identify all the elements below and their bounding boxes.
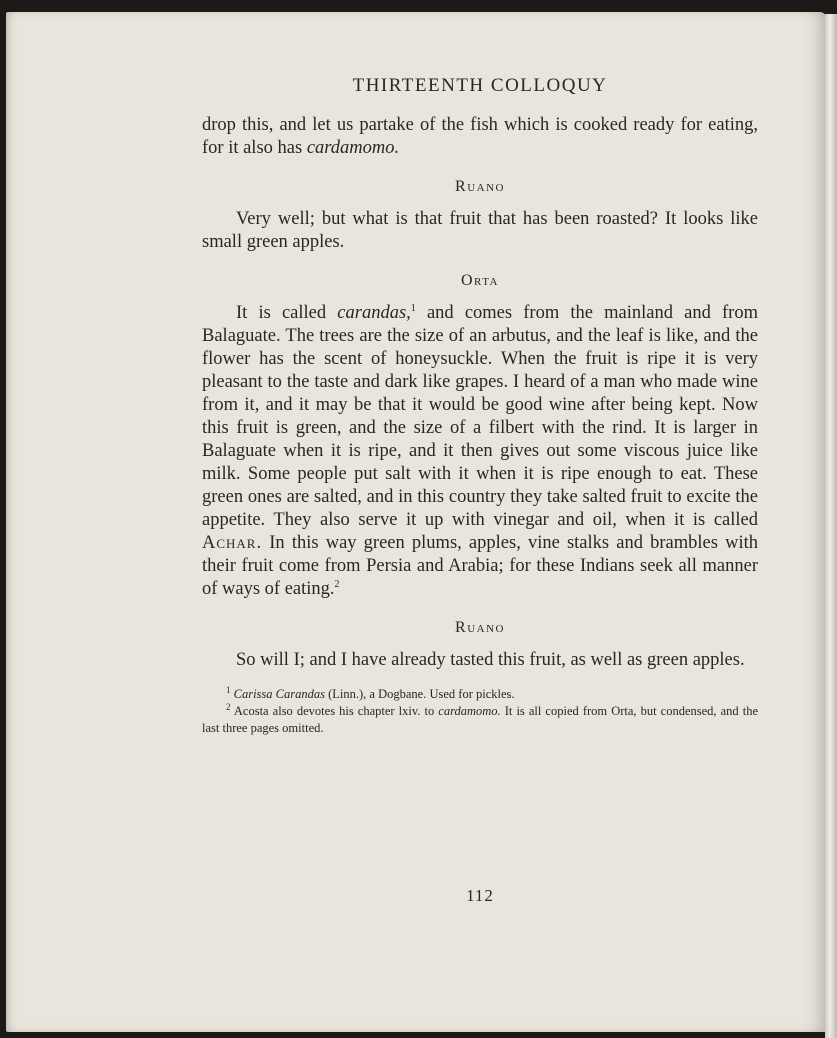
speaker-heading: Orta [460,272,499,289]
paragraph [202,114,758,160]
text-block [202,72,758,737]
book-page [6,12,826,1032]
footnote-number: 1 [226,684,231,695]
text-run: Very well; but what is that fruit that has been roasted? It looks like small green apples. [202,209,758,252]
italic-text: Carissa Carandas [233,687,325,701]
italic-text: cardamomo. [438,704,501,718]
page-number: 112 [466,886,494,905]
text-run: Acosta also devotes his chapter lxiv. to [233,704,439,718]
footnotes [202,686,758,737]
page-edge [825,14,837,1038]
text-run: In this way green plums, apples, vine stalks and brambles with their fruit come from Persia and Arabia; for these Indians seek all manner of ways of eating. [202,533,758,599]
italic-text: cardamomo. [306,138,400,158]
italic-text: carandas, [337,303,411,323]
footnote-mark: 2 [334,578,340,590]
paragraph [202,208,758,254]
footnote [202,686,758,703]
text-run: (Linn.), a Dogbane. Used for pickles. [324,687,515,701]
text-run: So will I; and I have already tasted this fruit, as well as green apples. [236,650,745,670]
footnote [202,703,758,737]
running-head: THIRTEENTH COLLOQUY [352,75,608,96]
body-text [202,114,758,672]
text-run: It is called [236,303,338,323]
text-run: drop this, and let us partake of the fish which is cooked ready for eating, for it also has [202,115,758,158]
small-caps-text: Achar. [202,533,263,553]
speaker-heading: Ruano [455,619,505,636]
paragraph [202,302,758,601]
text-run: It is all copied from Orta, but condensed, and the last three pages omitted. [202,704,758,735]
speaker-heading: Ruano [455,178,505,195]
paragraph [202,649,758,672]
footnote-mark: 1 [410,302,416,314]
text-run: and comes from the mainland and from Balaguate. The trees are the size of an arbutus, and the leaf is like, and the flower has the scent of honeysuckle. When the fruit is ripe it is very pleasant to the taste and dark like grapes. I heard of a man who made wine from it, and it may be that it would be good wine after being kept. Now this fruit is green, and the size of a filbert with the rind. It is larger in Balaguate when it is ripe, and it then gives out some viscous juice like milk. Some people put salt with it when it is ripe enough to eat. These green ones are salted, and in this country they take salted fruit to excite the appetite. They also serve it up with vinegar and oil, when it is called [202,303,758,530]
footnote-number: 2 [226,701,231,712]
